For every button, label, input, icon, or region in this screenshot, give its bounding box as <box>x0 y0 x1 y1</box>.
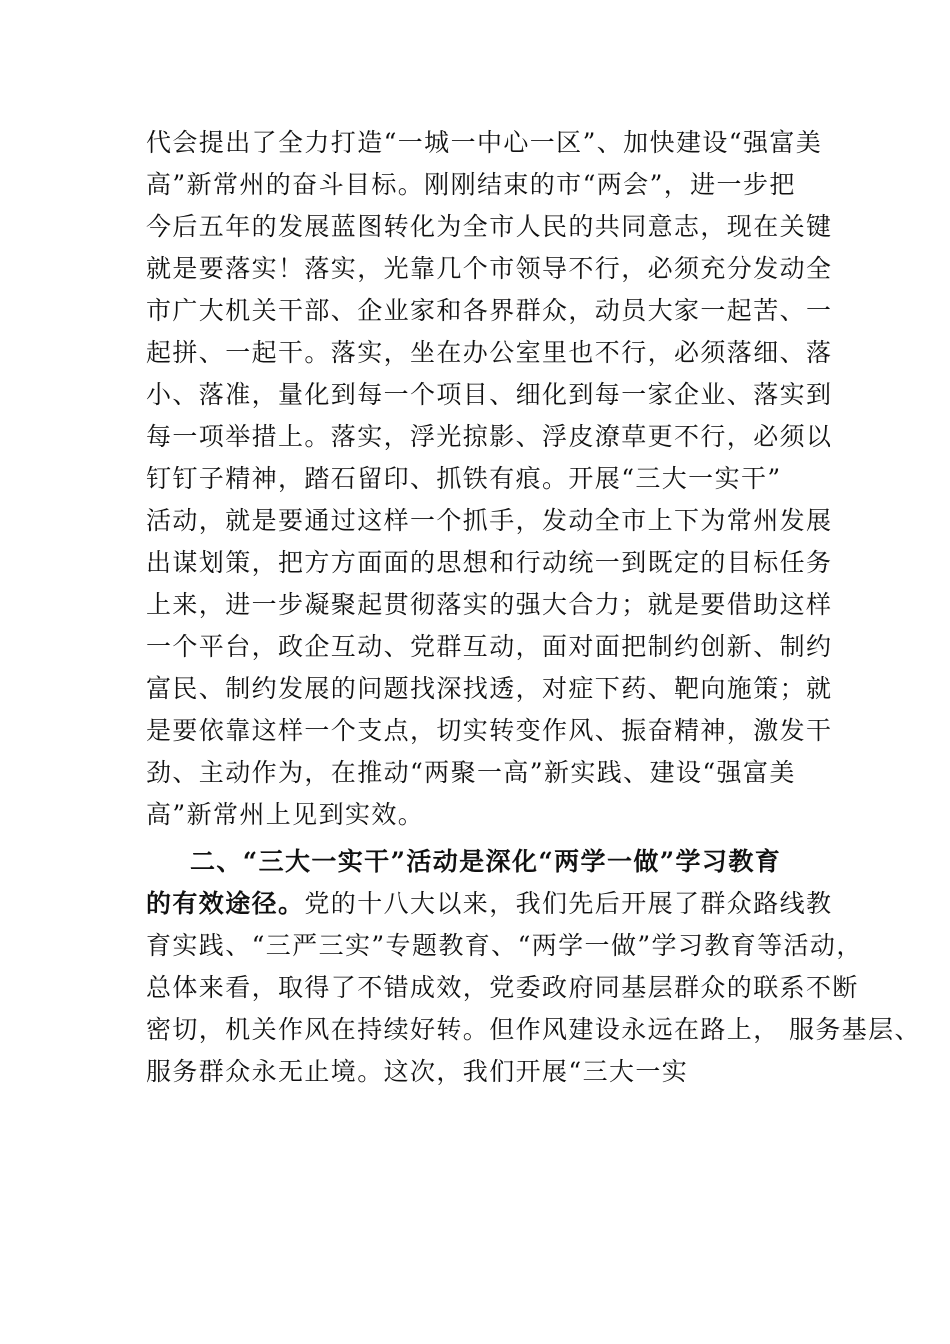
paragraph-1-line-6: 起拼、一起干。落实，坐在办公室里也不行，必须落细、落 <box>146 338 833 367</box>
paragraph-1-line-7: 小、落准，量化到每一个项目、细化到每一家企业、落实到 <box>146 380 833 409</box>
section-heading-bold-end: 的有效途径。 <box>146 889 305 918</box>
paragraph-1-line-14: 富民、制约发展的问题找深找透，对症下药、靶向施策；就 <box>146 674 833 703</box>
paragraph-1-line-17: 高”新常州上见到实效。 <box>146 800 425 829</box>
paragraph-2-line-2: 总体来看，取得了不错成效，党委政府同基层群众的联系不断 <box>146 973 859 1002</box>
paragraph-1-line-3: 今后五年的发展蓝图转化为全市人民的共同意志，现在关键 <box>146 212 833 241</box>
paragraph-1-line-15: 是要依靠这样一个支点，切实转变作风、振奋精神，激发干 <box>146 716 833 745</box>
paragraph-2-line-3: 密切，机关作风在持续好转。但作风建设永远在路上， 服务基层、 <box>146 1015 921 1044</box>
paragraph-2-line-1: 育实践、“三严三实”专题教育、“两学一做”学习教育等活动， <box>146 931 863 960</box>
paragraph-1-line-1: 代会提出了全力打造“一城一中心一区”、加快建设“强富美 <box>146 128 823 157</box>
section-heading-line-2 <box>146 883 833 925</box>
section-heading-line-1: 二、“三大一实干”活动是深化“两学一做”学习教育 <box>190 847 782 876</box>
paragraph-1-line-9: 钉钉子精神，踏石留印、抓铁有痕。开展“三大一实干” <box>146 464 782 493</box>
paragraph-1-line-8: 每一项举措上。落实，浮光掠影、浮皮潦草更不行，必须以 <box>146 422 833 451</box>
paragraph-1-line-4: 就是要落实！落实，光靠几个市领导不行，必须充分发动全 <box>146 254 833 283</box>
paragraph-1-line-16: 劲、主动作为，在推动“两聚一高”新实践、建设“强富美 <box>146 758 796 787</box>
paragraph-1-line-2: 高”新常州的奋斗目标。刚刚结束的市“两会”，进一步把 <box>146 170 796 199</box>
paragraph-1-line-5: 市广大机关干部、企业家和各界群众，动员大家一起苦、一 <box>146 296 833 325</box>
paragraph-2-line-4: 服务群众永无止境。这次，我们开展“三大一实 <box>146 1057 689 1086</box>
paragraph-1-line-10: 活动，就是要通过这样一个抓手，发动全市上下为常州发展 <box>146 506 833 535</box>
paragraph-1-line-13: 一个平台，政企互动、党群互动，面对面把制约创新、制约 <box>146 632 833 661</box>
paragraph-1-line-11: 出谋划策，把方方面面的思想和行动统一到既定的目标任务 <box>146 548 833 577</box>
paragraph-2-opening: 党的十八大以来，我们先后开展了群众路线教 <box>304 889 833 918</box>
paragraph-1-line-12: 上来，进一步凝聚起贯彻落实的强大合力；就是要借助这样 <box>146 590 833 619</box>
